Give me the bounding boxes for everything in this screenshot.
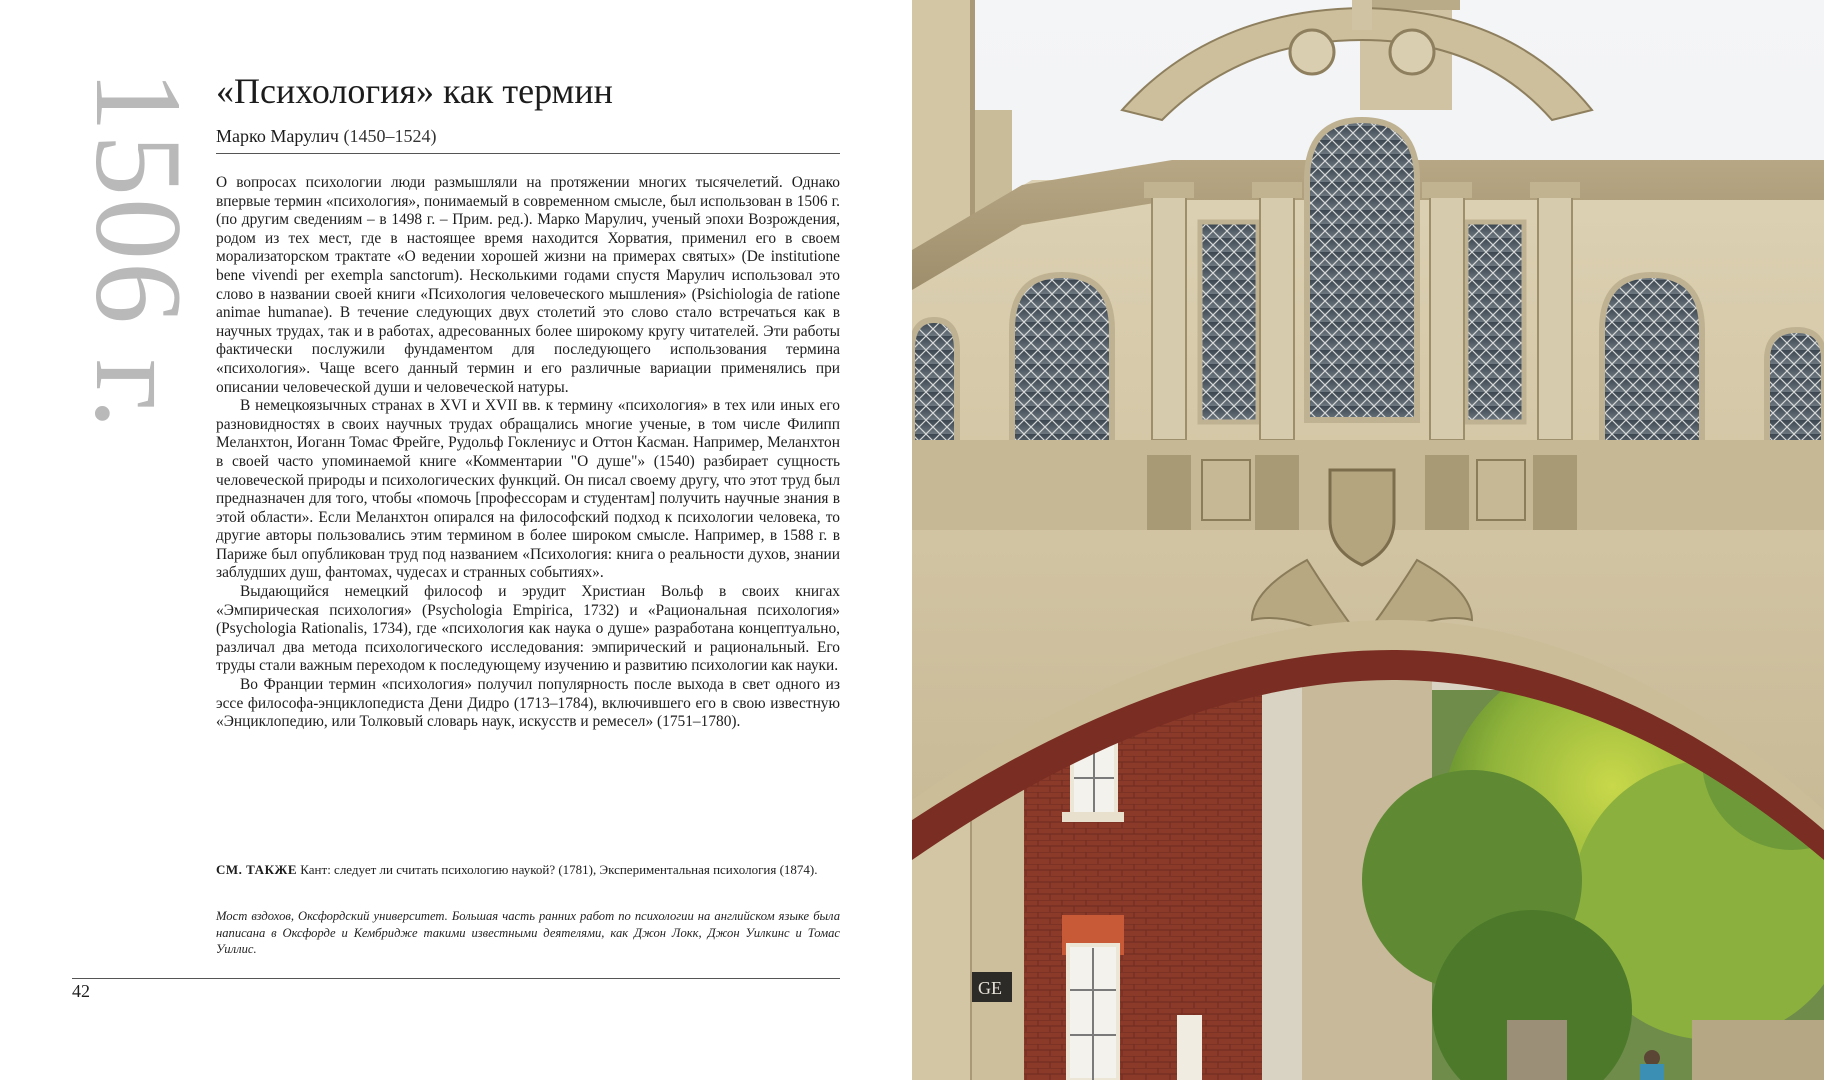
- see-also: [216, 862, 840, 879]
- paragraph-2: В немецкоязычных странах в XVI и XVII вв. к термину «психология» в тех или иных его разновидностях в своих научных трудах обращались многие ученые, в том числе Филипп Меланхтон, Иоганн Томас Фрейге, Рудольф Гоклениус и Оттон Касман. Например, Меланхтон в своей часто упоминаемой книге «Комментарии "О душе"» (1540) разбирает сущность человеческой природы и психологических функций. Он писал своему другу, что этот труд был предназначен для того, чтобы «помочь [профессорам и студентам] получить научные знания в этой области». Если Меланхтон опирался на философский подход к психологии человека, то другие авторы пользовались этим термином в более широком смысле. Например, в 1588 г. в Париже был опубликован труд под названием «Психология: книга о реальности духов, знании заблудших душ, фантомах, чудесах и странных событиях».: [216, 397, 840, 582]
- see-also-text: Кант: следует ли считать психологию наукой? (1781), Экспериментальная психология (1874).: [300, 862, 818, 877]
- paragraph-3: Выдающийся немецкий философ и эрудит Христиан Вольф в своих книгах «Эмпирическая психология» (Psychologia Empirica, 1732) и «Рациональная психология» (Psychologia Rationalis, 1734), где «психология как наука о душе» разработана концептуально, различал два метода психологического исследования: эмпирический и рациональный. Его труды стали важным переходом к последующему изучению и развитию психологии как науки.: [216, 583, 840, 675]
- page-number: 42: [72, 981, 90, 1001]
- bridge-photo: [912, 0, 1824, 1080]
- photo-caption: Мост вздохов, Оксфордский университет. Большая часть ранних работ по психологии на английском языке была написана в Оксфорде и Кембридже такими известными деятелями, как Джон Локк, Джон Уилкинс и Томас Уиллис.: [216, 909, 840, 956]
- year-text: 1506 г.: [70, 70, 207, 431]
- author-line: [216, 126, 436, 147]
- page-title: «Психология» как термин: [216, 71, 613, 111]
- year-marker: [70, 70, 207, 490]
- body-text: [216, 174, 840, 732]
- title-divider: [216, 153, 840, 154]
- sign-text: GE: [978, 978, 1002, 998]
- paragraph-4: Во Франции термин «психология» получил популярность после выхода в свет одного из эссе философа-энциклопедиста Дени Дидро (1713–1784), включившего его в свою известную «Энциклопедию, или Толковый словарь наук, искусств и ремесел» (1751–1780).: [216, 676, 840, 731]
- see-also-label: СМ. ТАКЖЕ: [216, 862, 298, 877]
- bridge-of-sighs-illustration: [912, 0, 1824, 1080]
- footer-divider: [72, 978, 840, 979]
- paragraph-1: О вопросах психологии люди размышляли на протяжении многих тысячелетий. Однако впервые термин «психология», понимаемый в современном смысле, был использован в 1506 г. (по другим сведениям – в 1498 г. – Прим. ред.). Марко Марулич, ученый эпохи Возрождения, родом из тех мест, где в настоящее время находится Хорватия, применил его в своем морализаторском трактате «О ведении хорошей жизни на примерах святых» (De institutione bene vivendi per exempla sanctorum). Несколькими годами спустя Марулич использовал это слово в названии своей книги «Психология человеческого мышления» (Psichiologia de ratione animae humanae). В течение следующих двух столетий это слово стало встречаться как в научных трудах, так и в работах, адресованных более широкому кругу читателей. Эти работы фактически послужили фундаментом для последующего использования термина «психология». Чаще всего данный термин и его различные вариации применялись при описании человеческой души и человеческой натуры.: [216, 174, 840, 396]
- author-name: Марко Марулич: [216, 126, 339, 146]
- author-years: (1450–1524): [343, 126, 437, 146]
